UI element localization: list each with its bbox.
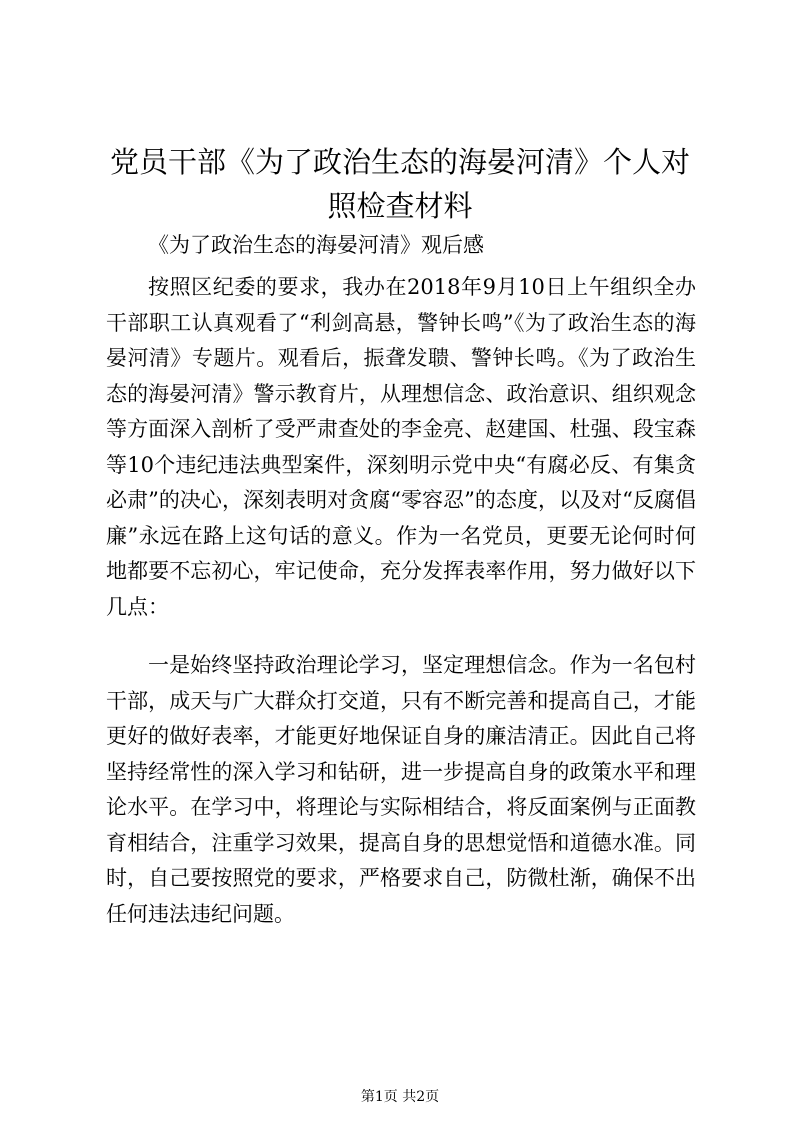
paragraph-intro: 按照区纪委的要求，我办在2018年9月10日上午组织全办干部职工认真观看了“利剑高悬，警钟长鸣”《为了政治生态的海晏河清》专题片。观看后，振聋发聩、警钟长鸣。《为了政治生态的海晏河清》警示教育片，从理想信念、政治意识、组织观念等方面深入剖析了受严肃查处的李金亮、赵建国、杜强、段宝森等10个违纪违法典型案件，深刻明示党中央“有腐必反、有集贪必肃”的决心，深刻表明对贪腐“零容忍”的态度，以及对“反腐倡廉”永远在路上这句话的意义。作为一名党员，更要无论何时何地都要不忘初心，牢记使命，充分发挥表率作用，努力做好以下几点： bbox=[106, 275, 696, 619]
page-number: 第1页 共2页 bbox=[360, 1089, 440, 1105]
paragraph-point-one: 一是始终坚持政治理论学习，坚定理想信念。作为一名包村干部，成天与广大群众打交道，只有不断完善和提高自己，才能更好的做好表率，才能更好地保证自身的廉洁清正。因此自己将坚持经常性的深入学习和钻研，进一步提高自身的政策水平和理论水平。在学习中，将理论与实际相结合，将反面案例与正面教育相结合，注重学习效果，提高自身的思想觉悟和道德水准。同时，自己要按照党的要求，严格要求自己，防微杜渐，确保不出任何违法违纪问题。 bbox=[106, 653, 696, 926]
page-title: 党员干部《为了政治生态的海晏河清》个人对照检查材料 bbox=[109, 145, 690, 223]
document-subtitle: 《为了政治生态的海晏河清》观后感 bbox=[148, 233, 484, 257]
